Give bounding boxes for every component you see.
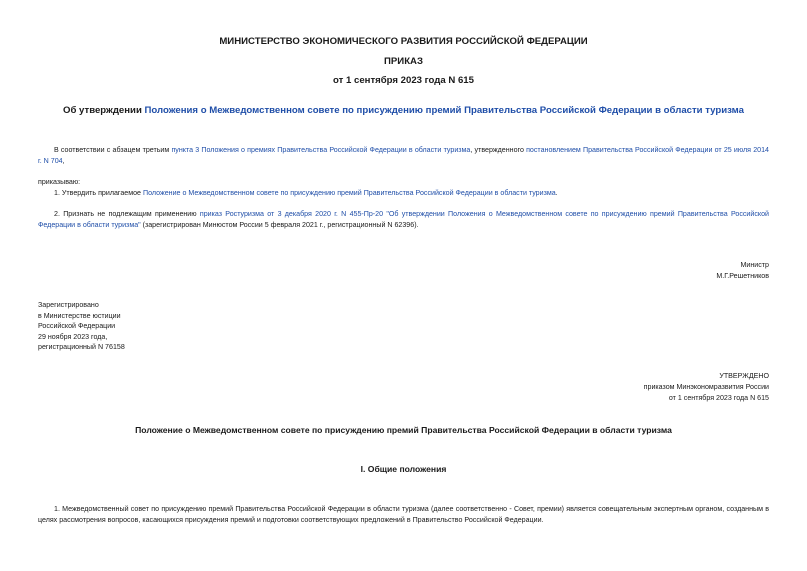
item1-text-1: 1. Утвердить прилагаемое [54,189,143,197]
preamble-link-1[interactable]: пункта 3 Положения о премиях Правительства Российской Федерации в области туризма [171,146,471,154]
section-1-paragraph-1: 1. Межведомственный совет по присуждению премий Правительства Российской Федерации в области туризма (далее соответственно - Совет, премии) является совещательным экспертным органом, созданным в целях рассмотрения вопросов, касающихся присуждения премий и подготовки соответствующих предложений в Правительство Российской Федерации. [38,505,769,524]
order-item-2 [38,209,769,231]
approval-line: приказом Минэкономразвития России [643,383,769,391]
preamble-link-2[interactable]: постановлением Правительства Российской Федерации от 25 июля 2014 г. N 704 [38,146,770,165]
order-word: приказываю: [38,178,81,186]
registration-line: регистрационный N 76158 [38,343,125,352]
order-title [0,105,807,116]
approval-line: от 1 сентября 2023 года N 615 [668,394,769,402]
item2-text-1: 2. Признать не подлежащим применению [54,210,200,218]
approval-line: УТВЕРЖДЕНО [719,372,769,380]
item2-link[interactable]: приказ Ростуризма от 3 декабря 2020 г. N 455-Пр-20 "Об утверждении Положения о Межведомственном совете по присуждению премий Правительства Российской Федерации в области туризма" [38,210,769,229]
ministry-heading: МИНИСТЕРСТВО ЭКОНОМИЧЕСКОГО РАЗВИТИЯ РОССИЙСКОЙ ФЕДЕРАЦИИ [219,36,588,47]
regulation-title: Положение о Межведомственном совете по присуждению премий Правительства Российской Федерации в области туризма [135,425,672,435]
signature-block [716,260,769,282]
signature-position: Министр [740,261,769,269]
order-item-1 [38,188,769,199]
doc-type-heading: ПРИКАЗ [384,56,423,67]
order-title-prefix: Об утверждении [62,105,145,116]
registration-line: Российской Федерации [38,322,116,331]
registration-line: Зарегистрировано [38,301,99,309]
registration-line: 29 ноября 2023 года, [38,332,108,341]
preamble-text-3: , [62,157,65,165]
item1-link[interactable]: Положение о Межведомственном совете по присуждению премий Правительства Российской Федерации в области туризма [142,189,556,197]
signature-name: М.Г.Решетников [716,272,769,280]
registration-line: в Министерстве юстиции [38,311,121,320]
preamble-text-2: , утвержденного [470,146,527,154]
item1-text-2: . [555,189,558,197]
preamble-text-1: В соответствии с абзацем третьим [54,146,172,154]
preamble-paragraph [38,145,769,167]
order-date-number: от 1 сентября 2023 года N 615 [333,75,474,86]
order-title-link[interactable]: Положения о Межведомственном совете по присуждению премий Правительства Российской Федерации в области туризма [144,105,744,116]
approval-block [644,371,769,404]
item2-text-2: (зарегистрирован Минюстом России 5 февраля 2021 г., регистрационный N 62396). [140,221,419,229]
section-1-title: I. Общие положения [360,464,447,474]
registration-block [38,300,125,353]
